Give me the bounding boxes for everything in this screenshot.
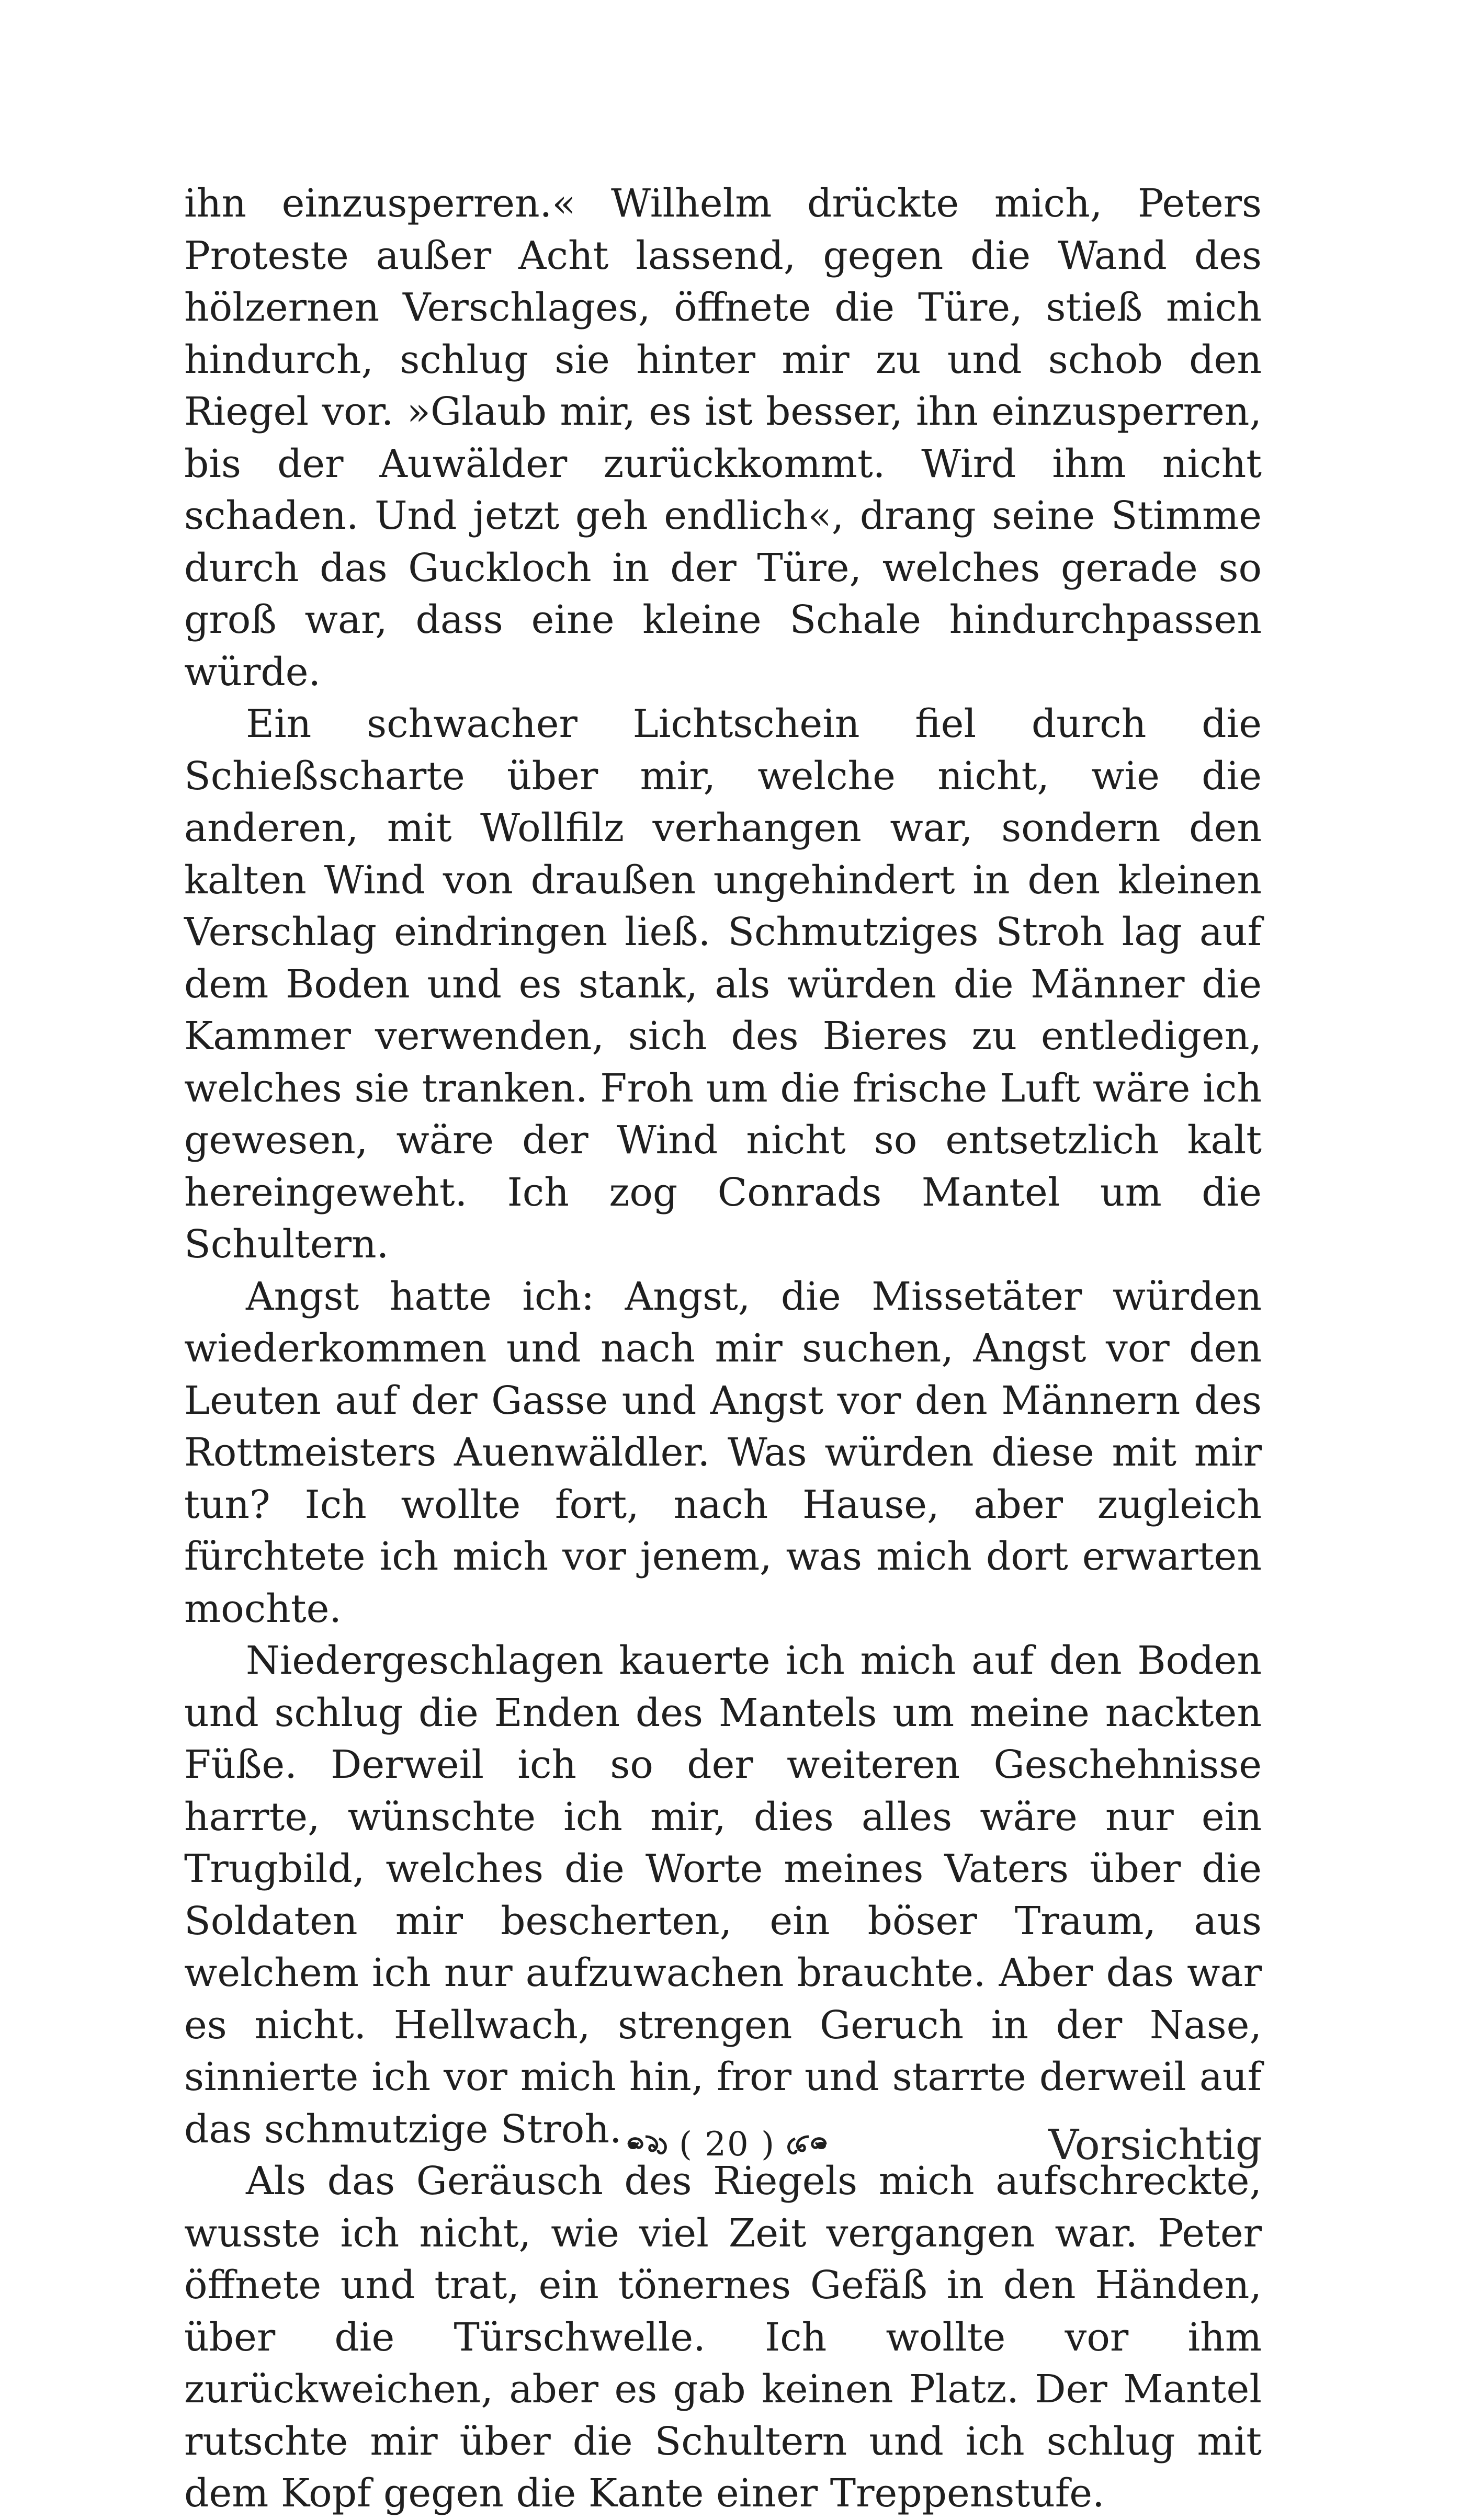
paragraph-5: Als das Geräusch des Riegels mich aufschreckte, wusste ich nicht, wie viel Zeit vergangen war. Peter öffnete und trat, ein tönernes Gefäß in den Händen, über die Türschwelle. Ich wollte vor ihm zurückweichen, aber es gab keinen Platz. Der Mantel rutschte mir über die Schultern und ich schlug mit dem Kopf gegen die Kante einer Treppenstufe.	[184, 2159, 1262, 2516]
fleuron-left-icon	[625, 2131, 672, 2158]
paragraph-4: Niedergeschlagen kauerte ich mich auf den Boden und schlug die Enden des Mantels um meine nackten Füße. Derweil ich so der weiteren Geschehnisse harrte, wünschte ich mir, dies alles wäre nur ein Trugbild, welches die Worte meines Vaters über die Soldaten mir bescherten, ein böser Traum, aus welchem ich nur aufzuwachen brauchte. Aber das war es nicht. Hellwach, strengen Geruch in der Nase, sinnierte ich vor mich hin, fror und starrte derweil auf das schmutzige Stroh.	[184, 1638, 1262, 2152]
paragraph-2: Ein schwacher Lichtschein fiel durch die Schießscharte über mir, welche nicht, wie die anderen, mit Wollfilz verhangen war, sondern den kalten Wind von draußen ungehindert in den kleinen Verschlag eindringen ließ. Schmutziges Stroh lag auf dem Boden und es stank, als würden die Männer die Kammer verwenden, sich des Bieres zu entledigen, welches sie tranken. Froh um die frische Luft wäre ich gewesen, wäre der Wind nicht so entsetzlich kalt hereingeweht. Ich zog Conrads Mantel um die Schultern.	[184, 701, 1262, 1267]
folio	[622, 2118, 832, 2171]
paragraph-3: Angst hatte ich: Angst, die Missetäter würden wiederkommen und nach mir suchen, Angst vor den Leuten auf der Gasse und Angst vor den Männern des Rottmeisters Auenwäldler. Was würden diese mit mir tun? Ich wollte fort, nach Hause, aber zugleich fürchtete ich mich vor jenem, was mich dort erwarten mochte.	[184, 1274, 1262, 1631]
running-head: Vorsichtig	[1048, 2120, 1262, 2169]
fleuron-right-icon	[783, 2131, 830, 2158]
paragraph-1: ihn einzusperren.« Wilhelm drückte mich, Peters Proteste außer Acht lassend, gegen die Wand des hölzernen Verschlages, öffnete die Türe, stieß mich hindurch, schlug sie hinter mir zu und schob den Riegel vor. »Glaub mir, es ist besser, ihn einzusperren, bis der Auwälder zurückkommt. Wird ihm nicht schaden. Und jetzt geh endlich«, drang seine Stimme durch das Guckloch in der Türe, welches gerade so groß war, dass eine kleine Schale hindurchpassen würde.	[184, 181, 1262, 695]
page-number: ( 20 )	[678, 2125, 776, 2164]
